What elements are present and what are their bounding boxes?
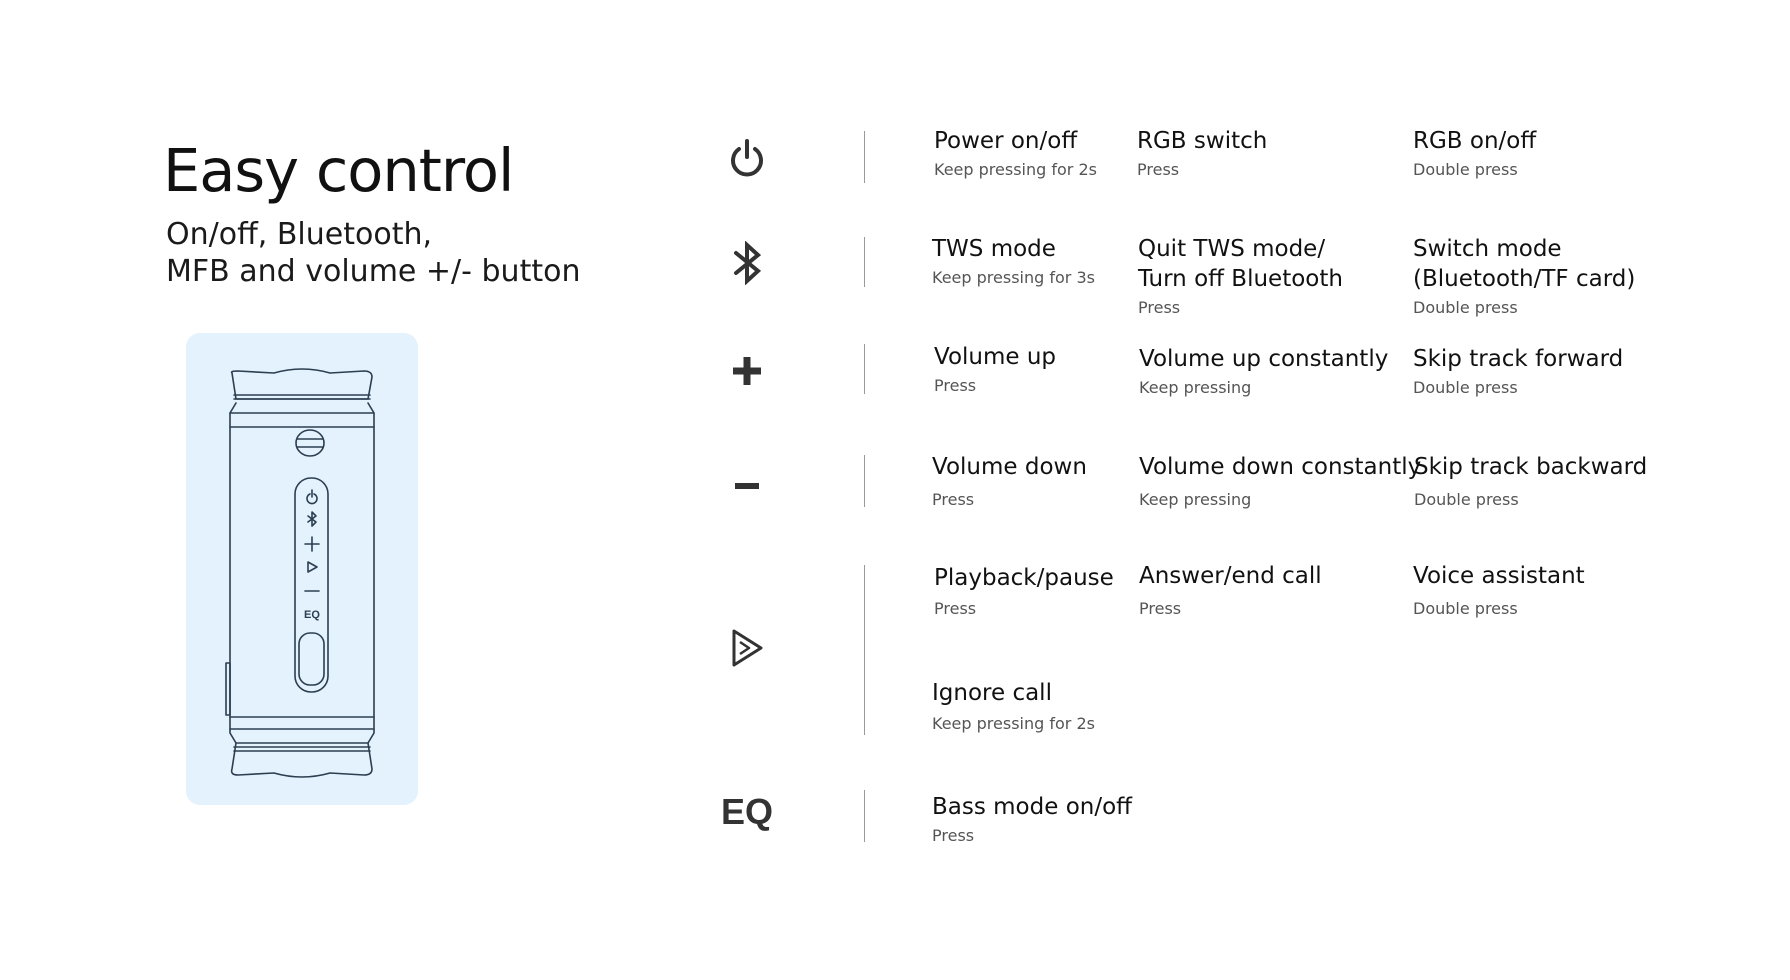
action-playback-pause xyxy=(934,563,1114,619)
action-method: Double press xyxy=(1413,599,1518,618)
action-power-on-off xyxy=(934,126,1097,180)
page-subtitle xyxy=(166,216,580,290)
action-method: Keep pressing xyxy=(1139,490,1252,509)
play-icon xyxy=(722,623,772,673)
action-name: Quit TWS mode/ xyxy=(1138,236,1326,262)
plus-icon xyxy=(722,346,772,396)
action-method: Double press xyxy=(1414,490,1519,509)
action-name: Skip track backward xyxy=(1414,454,1648,480)
action-method: Double press xyxy=(1413,160,1518,179)
action-method: Double press xyxy=(1413,378,1518,397)
action-name: Volume up constantly xyxy=(1139,346,1389,372)
action-method: Press xyxy=(932,826,975,845)
speaker-illustration-panel xyxy=(186,333,418,805)
action-method: Press xyxy=(1139,599,1182,618)
svg-text:EQ: EQ xyxy=(304,609,320,621)
action-name: Volume down constantly xyxy=(1139,454,1422,480)
action-volume-up xyxy=(934,342,1056,396)
action-method: Press xyxy=(1137,160,1180,179)
row-divider-eq xyxy=(864,790,865,842)
action-name: Skip track forward xyxy=(1413,346,1624,372)
action-ignore-call xyxy=(932,678,1095,734)
action-name: TWS mode xyxy=(932,236,1056,262)
action-name: Ignore call xyxy=(932,680,1052,706)
action-skip-forward xyxy=(1413,344,1623,398)
action-method: Press xyxy=(932,490,975,509)
action-volume-down xyxy=(932,452,1087,510)
action-method: Keep pressing for 3s xyxy=(932,268,1095,287)
speaker-illustration xyxy=(186,333,418,805)
action-method: Press xyxy=(1138,298,1181,317)
action-name: Volume down xyxy=(932,454,1087,480)
eq-icon xyxy=(714,787,780,837)
action-method: Press xyxy=(934,599,977,618)
action-method: Double press xyxy=(1413,298,1518,317)
action-switch-mode xyxy=(1413,234,1635,318)
row-divider-plus xyxy=(864,344,865,394)
action-name: Voice assistant xyxy=(1413,563,1585,589)
action-bass-mode xyxy=(932,792,1132,846)
action-name-line2: Turn off Bluetooth xyxy=(1138,266,1343,292)
action-quit-tws xyxy=(1138,234,1343,318)
minus-icon xyxy=(722,460,772,510)
action-volume-down-constantly xyxy=(1139,452,1421,510)
action-name: Power on/off xyxy=(934,128,1078,154)
action-method: Press xyxy=(934,376,977,395)
action-name: Volume up xyxy=(934,344,1057,370)
action-rgb-on-off xyxy=(1413,126,1536,180)
eq-icon-label: EQ xyxy=(720,791,773,832)
action-name: Bass mode on/off xyxy=(932,794,1133,820)
action-rgb-switch xyxy=(1137,126,1267,180)
subtitle-line-2: MFB and volume +/- button xyxy=(166,254,581,289)
power-icon xyxy=(722,132,772,182)
action-name: Switch mode xyxy=(1413,236,1562,262)
action-name-line2: (Bluetooth/TF card) xyxy=(1413,266,1636,292)
row-divider-play xyxy=(864,565,865,735)
action-method: Keep pressing xyxy=(1139,378,1252,397)
action-name: RGB switch xyxy=(1137,128,1268,154)
action-name: RGB on/off xyxy=(1413,128,1537,154)
action-voice-assistant xyxy=(1413,561,1585,619)
action-answer-end-call xyxy=(1139,561,1322,619)
row-divider-minus xyxy=(864,455,865,507)
action-volume-up-constantly xyxy=(1139,344,1388,398)
page-title: Easy control xyxy=(163,136,514,205)
action-skip-backward xyxy=(1414,452,1647,510)
action-name: Playback/pause xyxy=(934,565,1114,591)
row-divider-bluetooth xyxy=(864,237,865,287)
bluetooth-icon xyxy=(722,238,772,288)
subtitle-line-1: On/off, Bluetooth, xyxy=(166,217,433,252)
row-divider-power xyxy=(864,131,865,183)
action-method: Keep pressing for 2s xyxy=(932,714,1095,733)
action-method: Keep pressing for 2s xyxy=(934,160,1097,179)
action-name: Answer/end call xyxy=(1139,563,1322,589)
action-tws-mode xyxy=(932,234,1095,288)
